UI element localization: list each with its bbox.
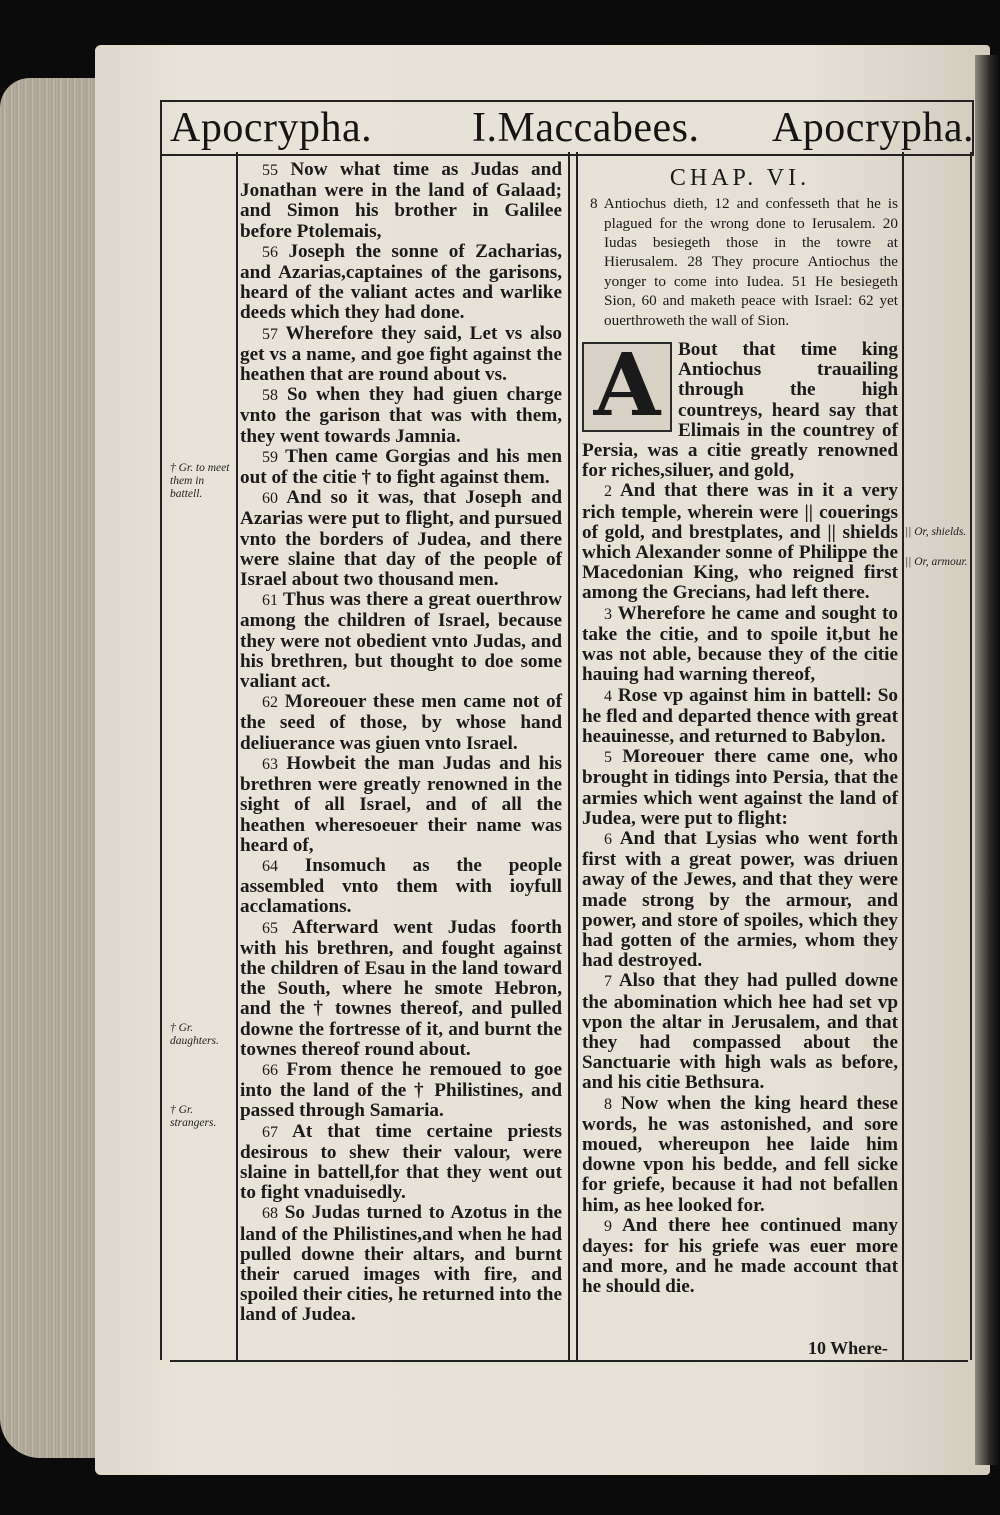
right-column <box>582 165 898 1298</box>
margin-note-right-1: || Or, shields. <box>905 526 967 538</box>
verse: 9 And there hee continued many dayes: for his griefe was euer more and more, and he made account that he should die. <box>582 1214 898 1298</box>
verse: 5 Moreouer there came one, who brought in tidings into Persia, that the armies which went against the land of Judea, were put to flight: <box>582 746 898 829</box>
verse: 7 Also that they had pulled downe the abomination which hee had set vp vpon the altar in Jerusalem, and that they had compassed about the Sanctuarie with high wals as before, and his citie Bethsura. <box>582 970 898 1094</box>
verse: 57 Wherefore they said, Let vs also get vs a name, and goe fight against the heathen that are round about vs. <box>240 322 563 386</box>
verse: 64 Insomuch as the people assembled vnto them with ioyfull acclamations. <box>240 854 563 918</box>
gutter-shadow <box>975 55 1000 1465</box>
margin-note-left-1: † Gr. to meet them in battell. <box>170 462 230 500</box>
verse: 55 Now what time as Judas and Jonathan were in the land of Galaad; and Simon his brother in Galilee before Ptolemais, <box>240 159 562 242</box>
margin-note-right-2: || Or, armour. <box>905 556 968 568</box>
verse: 67 At that time certaine priests desirous to shew their valour, were slaine in battell,for that they went out to fight vnaduisedly. <box>240 1120 562 1204</box>
verse: 6 And that Lysias who went forth first with a great power, was driuen away of the Jewes, and that they were made strong by the armour, and power, and store of spoiles, which they had gotten of the armies, whom they had destroyed. <box>582 827 898 972</box>
verse: 3 Wherefore he came and sought to take the citie, and to spoile it,but he was not able, because they of the citie hauing had warning thereof, <box>582 602 898 686</box>
verse: 65 Afterward went Judas foorth with his brethren, and fought against the children of Esau in the land toward the South, where he smote Hebron, and the † townes thereof, and pulled downe the fortresse of it, and burnt the townes thereof round about. <box>240 916 562 1060</box>
verse: 61 Thus was there a great ouerthrow among the children of Israel, because they were not obedient vnto Judas, and his brethren, but thought to doe some valiant act. <box>240 589 563 693</box>
verse: 62 Moreouer these men came not of the seed of those, by whose hand deliuerance was giuen vnto Israel. <box>240 691 562 754</box>
margin-note-left-2: † Gr. daughters. <box>170 1022 219 1047</box>
header-right: Apocrypha. <box>771 105 974 151</box>
opening-verse: A Bout that time king Antiochus trauailing through the high countreys, heard say that Elimais in the countrey of Persia, was a citie greatly renowned for riches,siluer, and gold, <box>582 335 898 482</box>
ornamental-initial <box>582 335 672 437</box>
margin-note-left-3: † Gr. strangers. <box>170 1104 217 1129</box>
verse: 60 And so it was, that Joseph and Azarias were put to flight, and pursued vnto the borders of Judea, and there were slaine that day of the people of Israel about two thousand men. <box>240 487 562 591</box>
right-margin-rule <box>902 152 904 1360</box>
running-header <box>160 100 974 156</box>
chapter-summary: 8 Antiochus dieth, 12 and confesseth that he is plagued for the wrong done to Ierusalem. 20 Iudas besiegeth those in the towre at Hierusalem. 28 They procure Antiochus the yonger to come into Iudea. 51 He besiegeth Sion, 60 and maketh peace with Israel: 62 yet ouerthroweth the wall of Sion. <box>590 195 898 329</box>
bottom-rule <box>170 1360 968 1362</box>
column-rule-2 <box>576 152 578 1360</box>
verse: 59 Then came Gorgias and his men out of the citie † to fight against them. <box>240 445 562 489</box>
verse: 2 And that there was in it a very rich temple, wherein were || couerings of gold, and brestplates, and || shields which Alexander sonne of Philippe the Macedonian King, who reigned first among the Grecians, had left there. <box>582 480 898 604</box>
verse: 8 Now when the king heard these words, he was astonished, and sore moued, whereupon hee laide him downe vpon his bedde, and fell sicke for griefe, because it had not befallen him, as hee looked for. <box>582 1092 898 1216</box>
verse: 4 Rose vp against him in battell: So he fled and departed thence with great heauinesse, and returned to Babylon. <box>582 684 898 747</box>
header-left: Apocrypha. <box>170 105 373 151</box>
verse: 58 So when they had giuen charge vnto the garison that was with them, they went towards Jamnia. <box>240 384 562 447</box>
verse: 56 Joseph the sonne of Zacharias, and Azarias,captaines of the garisons, heard of the valiant actes and warlike deeds which they had done. <box>240 240 563 324</box>
left-column <box>240 160 562 1326</box>
column-rule-1 <box>568 152 570 1360</box>
verse: 68 So Judas turned to Azotus in the land of the Philistines,and when he had pulled downe their altars, and burnt their carued images with fire, and spoiled their cities, he returned into the land of Judea. <box>240 1202 563 1326</box>
verse: 63 Howbeit the man Judas and his brethren were greatly renowned in the sight of all Israel, and of all the heathen wheresoeuer their name was heard of, <box>240 752 563 856</box>
left-margin-rule <box>236 152 238 1360</box>
header-center: I.Maccabees. <box>472 105 700 151</box>
catchword: 10 Where- <box>808 1338 888 1358</box>
verse: 66 From thence he remoued to goe into the land of the † Philistines, and passed through Samaria. <box>240 1058 562 1122</box>
chapter-title: CHAP. VI. <box>669 165 811 191</box>
dropcap-letter: A <box>593 335 661 437</box>
